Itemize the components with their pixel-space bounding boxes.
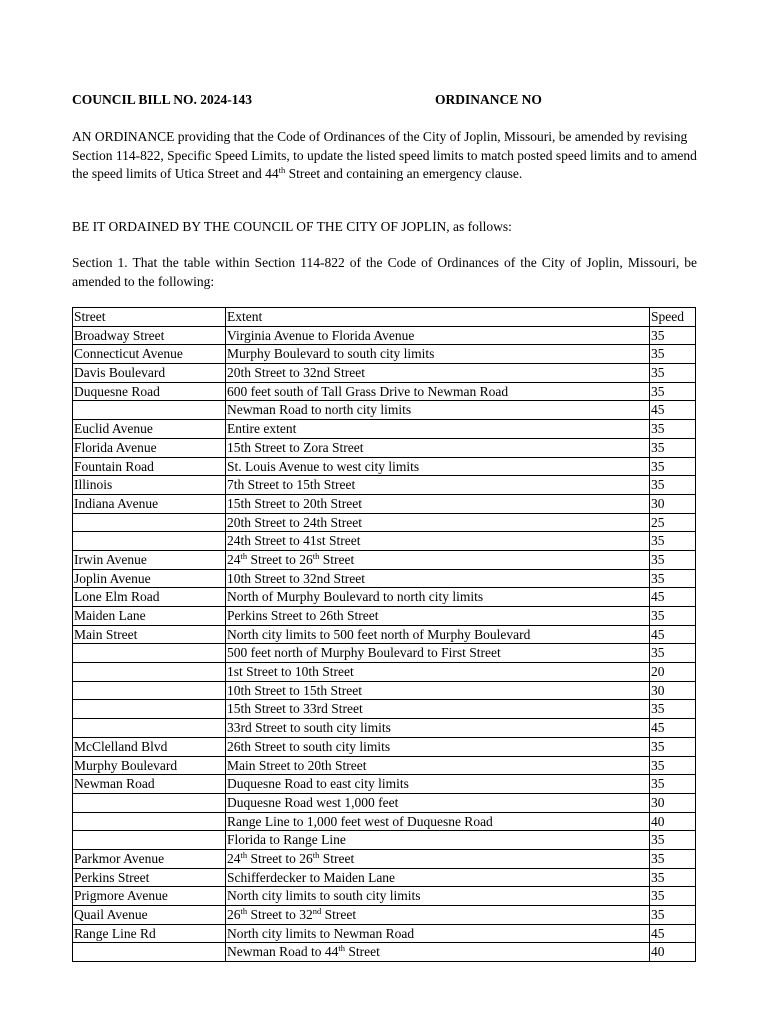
speed-cell: 40 xyxy=(650,812,696,831)
speed-cell: 45 xyxy=(650,719,696,738)
street-cell xyxy=(73,812,226,831)
street-cell xyxy=(73,831,226,850)
speed-cell: 35 xyxy=(650,607,696,626)
table-row xyxy=(73,868,696,887)
council-bill-number: COUNCIL BILL NO. 2024-143 xyxy=(72,92,253,107)
table-row xyxy=(73,476,696,495)
extent-cell: 26th Street to south city limits xyxy=(226,737,650,756)
speed-cell: 20 xyxy=(650,663,696,682)
street-cell: Broadway Street xyxy=(73,326,226,345)
ordinal-superscript: th xyxy=(240,849,248,860)
speed-cell: 35 xyxy=(650,420,696,439)
table-row xyxy=(73,737,696,756)
header-street: Street xyxy=(73,308,226,327)
speed-cell: 35 xyxy=(650,364,696,383)
extent-text: Street xyxy=(319,551,355,567)
street-cell xyxy=(73,943,226,962)
street-cell: Maiden Lane xyxy=(73,607,226,626)
table-row xyxy=(73,569,696,588)
street-cell: Newman Road xyxy=(73,775,226,794)
table-row xyxy=(73,326,696,345)
speed-cell: 35 xyxy=(650,476,696,495)
table-row xyxy=(73,887,696,906)
street-cell xyxy=(73,513,226,532)
table-row xyxy=(73,345,696,364)
table-row xyxy=(73,550,696,569)
table-row xyxy=(73,681,696,700)
extent-cell: 15th Street to Zora Street xyxy=(226,438,650,457)
ordinance-number-label: ORDINANCE NO xyxy=(435,92,542,107)
extent-cell: St. Louis Avenue to west city limits xyxy=(226,457,650,476)
extent-text: Street xyxy=(321,907,357,922)
ordinance-title-paragraph xyxy=(72,128,697,184)
speed-cell: 35 xyxy=(650,326,696,345)
table-row xyxy=(73,663,696,682)
extent-text: Newman Road to 44 xyxy=(227,944,339,960)
street-cell: Davis Boulevard xyxy=(73,364,226,383)
street-cell: Lone Elm Road xyxy=(73,588,226,607)
header-extent: Extent xyxy=(226,308,650,327)
extent-cell: Main Street to 20th Street xyxy=(226,756,650,775)
extent-cell: Virginia Avenue to Florida Avenue xyxy=(226,326,650,345)
speed-cell: 25 xyxy=(650,513,696,532)
table-row xyxy=(73,812,696,831)
title-text-2: Street and containing an emergency clause. xyxy=(285,166,523,181)
speed-cell: 35 xyxy=(650,700,696,719)
extent-cell: 7th Street to 15th Street xyxy=(226,476,650,495)
extent-cell: 20th Street to 32nd Street xyxy=(226,364,650,383)
speed-cell: 35 xyxy=(650,532,696,551)
extent-cell: 15th Street to 20th Street xyxy=(226,494,650,513)
extent-cell: Schifferdecker to Maiden Lane xyxy=(226,868,650,887)
table-row xyxy=(73,625,696,644)
header-speed: Speed xyxy=(650,308,696,327)
speed-cell: 35 xyxy=(650,382,696,401)
ordain-clause: BE IT ORDAINED BY THE COUNCIL OF THE CITY OF JOPLIN, as follows: xyxy=(72,219,512,234)
street-cell: Main Street xyxy=(73,625,226,644)
table-row xyxy=(73,756,696,775)
street-cell: Illinois xyxy=(73,476,226,495)
table-row xyxy=(73,420,696,439)
speed-cell: 45 xyxy=(650,924,696,943)
street-cell: Parkmor Avenue xyxy=(73,849,226,868)
street-cell xyxy=(73,793,226,812)
ordinal-superscript: th xyxy=(338,943,345,954)
street-cell: Range Line Rd xyxy=(73,924,226,943)
extent-cell: 1st Street to 10th Street xyxy=(226,663,650,682)
street-cell: Fountain Road xyxy=(73,457,226,476)
speed-cell: 35 xyxy=(650,457,696,476)
table-row xyxy=(73,364,696,383)
speed-cell: 35 xyxy=(650,644,696,663)
extent-text: 24 xyxy=(227,551,241,567)
extent-cell: 15th Street to 33rd Street xyxy=(226,700,650,719)
street-cell xyxy=(73,532,226,551)
speed-cell: 45 xyxy=(650,625,696,644)
speed-cell: 40 xyxy=(650,943,696,962)
table-row xyxy=(73,588,696,607)
extent-cell: North city limits to 500 feet north of Murphy Boulevard xyxy=(226,625,650,644)
speed-cell: 35 xyxy=(650,887,696,906)
street-cell: Indiana Avenue xyxy=(73,494,226,513)
table-row xyxy=(73,457,696,476)
table-row xyxy=(73,924,696,943)
table-header-row xyxy=(73,308,696,327)
street-cell xyxy=(73,401,226,420)
extent-cell: Murphy Boulevard to south city limits xyxy=(226,345,650,364)
speed-cell: 35 xyxy=(650,831,696,850)
speed-cell: 35 xyxy=(650,550,696,569)
street-cell: Florida Avenue xyxy=(73,438,226,457)
speed-cell: 35 xyxy=(650,775,696,794)
extent-cell xyxy=(226,906,650,925)
extent-text: Street xyxy=(319,850,355,866)
extent-cell: 600 feet south of Tall Grass Drive to Newman Road xyxy=(226,382,650,401)
extent-text: Street xyxy=(344,944,380,960)
extent-cell: Entire extent xyxy=(226,420,650,439)
extent-text: Street to 26 xyxy=(247,850,313,866)
speed-cell: 45 xyxy=(650,588,696,607)
street-cell: Joplin Avenue xyxy=(73,569,226,588)
extent-cell: North of Murphy Boulevard to north city limits xyxy=(226,588,650,607)
table-row xyxy=(73,382,696,401)
speed-cell: 30 xyxy=(650,494,696,513)
table-row xyxy=(73,532,696,551)
table-row xyxy=(73,719,696,738)
speed-cell: 35 xyxy=(650,756,696,775)
street-cell xyxy=(73,663,226,682)
extent-cell: North city limits to Newman Road xyxy=(226,924,650,943)
street-cell xyxy=(73,719,226,738)
street-cell xyxy=(73,681,226,700)
speed-cell: 35 xyxy=(650,868,696,887)
extent-cell: 500 feet north of Murphy Boulevard to First Street xyxy=(226,644,650,663)
title-text-1: AN ORDINANCE providing that the Code of Ordinances of the City of Joplin, Missouri, be amended by revising Section 114-822, Specific Speed Limits, to update the listed speed limits to match posted speed limits and to amend the speed limits of Utica Street and 44 xyxy=(72,129,697,181)
table-row xyxy=(73,607,696,626)
ordinal-superscript: th xyxy=(312,550,320,561)
speed-cell: 35 xyxy=(650,569,696,588)
table-row xyxy=(73,831,696,850)
table-row xyxy=(73,943,696,962)
speed-cell: 30 xyxy=(650,793,696,812)
street-cell: Connecticut Avenue xyxy=(73,345,226,364)
street-cell: Irwin Avenue xyxy=(73,550,226,569)
table-row xyxy=(73,513,696,532)
extent-cell: Range Line to 1,000 feet west of Duquesne Road xyxy=(226,812,650,831)
extent-text: Street to 26 xyxy=(247,551,313,567)
street-cell: Prigmore Avenue xyxy=(73,887,226,906)
speed-cell: 35 xyxy=(650,849,696,868)
extent-cell: 24th Street to 41st Street xyxy=(226,532,650,551)
table-row xyxy=(73,849,696,868)
extent-cell: Perkins Street to 26th Street xyxy=(226,607,650,626)
section-1-paragraph: Section 1. That the table within Section 114-822 of the Code of Ordinances of the City of Joplin, Missouri, be amended to the following: xyxy=(72,255,697,289)
street-cell: Duquesne Road xyxy=(73,382,226,401)
table-row xyxy=(73,494,696,513)
ordinal-superscript: th xyxy=(312,849,320,860)
table-row xyxy=(73,438,696,457)
extent-cell xyxy=(226,849,650,868)
extent-cell: 10th Street to 15th Street xyxy=(226,681,650,700)
street-cell: McClelland Blvd xyxy=(73,737,226,756)
extent-cell: North city limits to south city limits xyxy=(226,887,650,906)
table-row xyxy=(73,644,696,663)
street-cell xyxy=(73,644,226,663)
table-row xyxy=(73,906,696,925)
speed-cell: 35 xyxy=(650,906,696,925)
street-cell: Euclid Avenue xyxy=(73,420,226,439)
street-cell: Quail Avenue xyxy=(73,906,226,925)
speed-cell: 30 xyxy=(650,681,696,700)
extent-text: 26 xyxy=(227,907,241,922)
extent-cell: Newman Road to north city limits xyxy=(226,401,650,420)
ordinal-superscript: nd xyxy=(312,906,322,916)
street-cell xyxy=(73,700,226,719)
extent-cell xyxy=(226,943,650,962)
extent-cell: 20th Street to 24th Street xyxy=(226,513,650,532)
extent-cell: 10th Street to 32nd Street xyxy=(226,569,650,588)
speed-limits-table xyxy=(72,307,696,962)
ordinal-superscript: th xyxy=(240,906,248,916)
document-header xyxy=(72,92,697,108)
table-row xyxy=(73,775,696,794)
extent-cell: Duquesne Road west 1,000 feet xyxy=(226,793,650,812)
street-cell: Murphy Boulevard xyxy=(73,756,226,775)
table-row xyxy=(73,401,696,420)
table-row xyxy=(73,793,696,812)
extent-text: 24 xyxy=(227,850,241,866)
extent-cell xyxy=(226,550,650,569)
speed-cell: 35 xyxy=(650,737,696,756)
speed-cell: 45 xyxy=(650,401,696,420)
extent-cell: 33rd Street to south city limits xyxy=(226,719,650,738)
extent-cell: Duquesne Road to east city limits xyxy=(226,775,650,794)
table-row xyxy=(73,700,696,719)
title-superscript: th xyxy=(278,165,286,175)
extent-cell: Florida to Range Line xyxy=(226,831,650,850)
speed-cell: 35 xyxy=(650,345,696,364)
ordinal-superscript: th xyxy=(240,550,248,561)
speed-cell: 35 xyxy=(650,438,696,457)
extent-text: Street to 32 xyxy=(247,907,313,922)
street-cell: Perkins Street xyxy=(73,868,226,887)
